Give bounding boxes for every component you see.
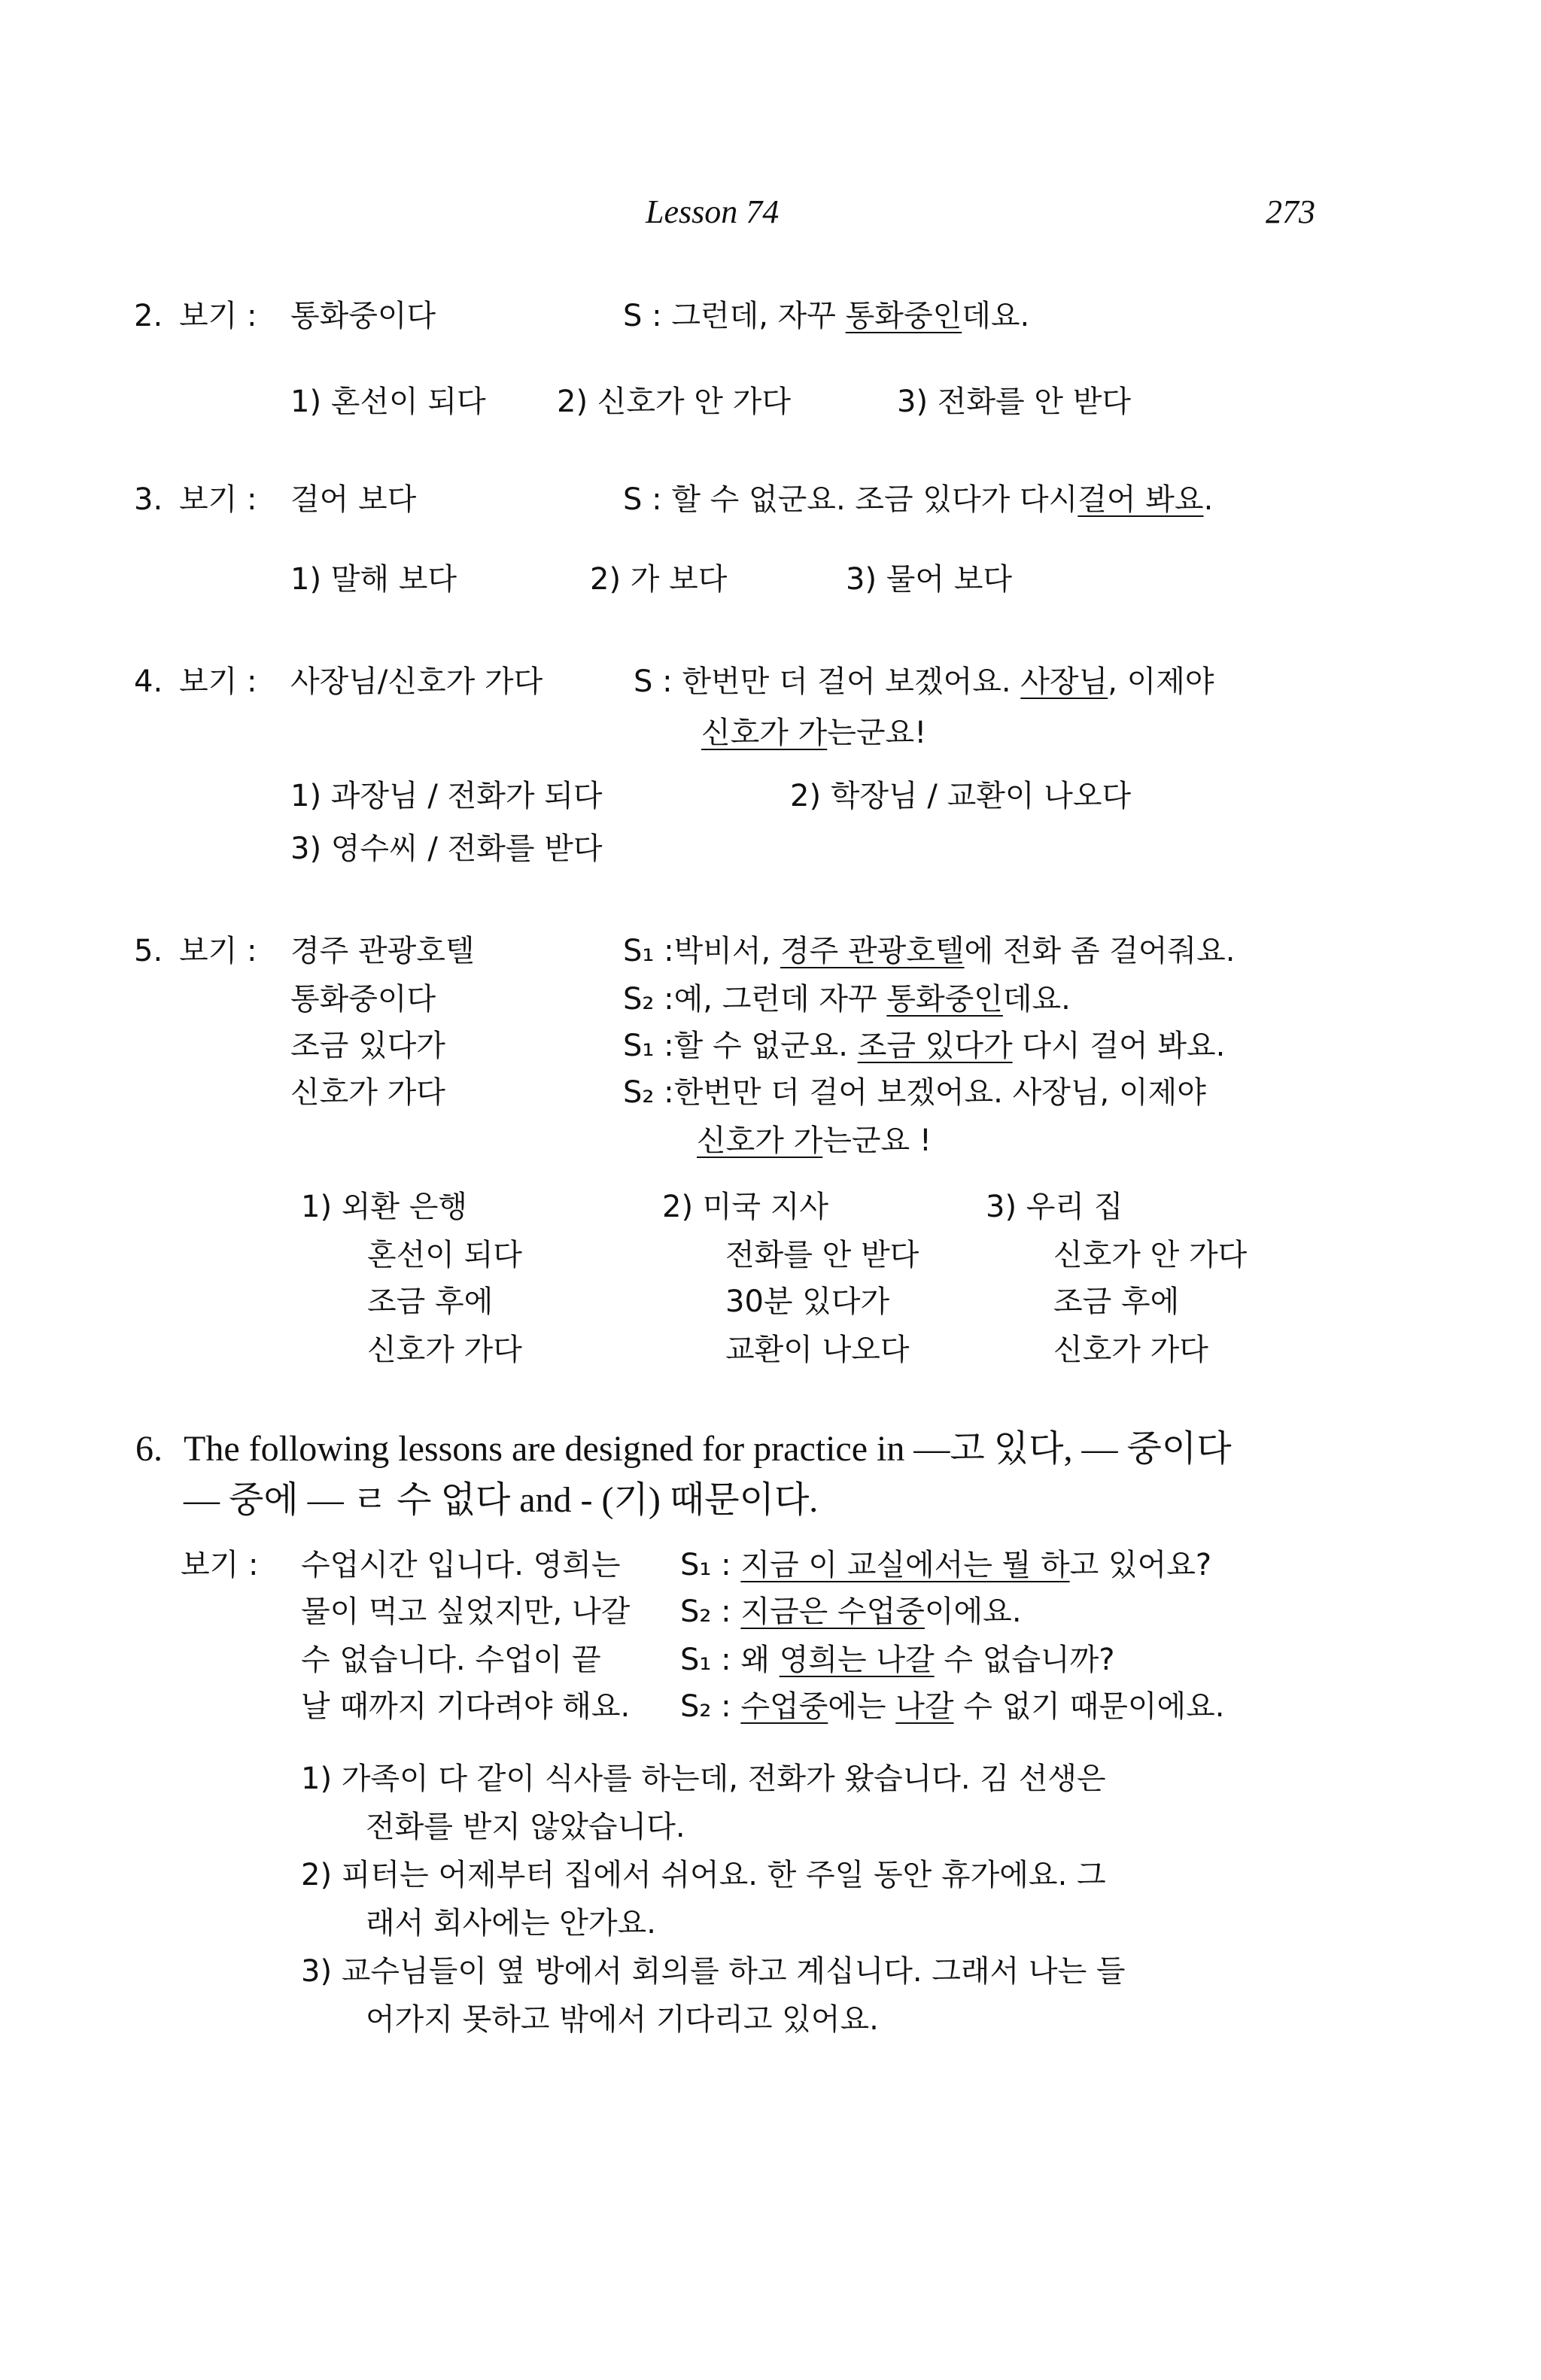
ex3-item-2: 2) 가 보다 [590,562,728,597]
ex5-col1-line2: 혼선이 되다 [367,1238,522,1272]
ex6-dialog-2: S₂ : 지금은 수업중이에요. [680,1594,1022,1629]
ex5-s2-line-b: S₂ :한번만 더 걸어 보겠어요. 사장님, 이제야 [623,1075,1206,1110]
ex5-s1-line-b: S₁ :할 수 없군요. 조금 있다가 다시 걸어 봐요. [623,1029,1226,1063]
ex5-prompt-1: 경주 관광호텔 [290,934,475,968]
ex6-intro-line1: The following lessons are designed for practice in —고 있다, — 중이다 [184,1429,1232,1469]
ex5-col3-line2: 신호가 안 가다 [1053,1238,1248,1272]
ex5-s1-line-a: S₁ :박비서, 경주 관광호텔에 전화 좀 걸어줘요. [623,934,1236,968]
ex5-s2-line-b2: 신호가 가는군요 ! [697,1123,932,1158]
ex6-item-1-line2: 전화를 받지 않았습니다. [366,1810,685,1844]
ex5-col1-line4: 신호가 가다 [367,1333,522,1367]
ex5-prompt-4: 신호가 가다 [290,1075,445,1110]
ex4-item-2: 2) 학장님 / 교환이 나오다 [790,779,1132,813]
lesson-title: Lesson 74 [646,193,780,230]
ex5-col1-title: 1) 외환 은행 [301,1190,468,1224]
ex3-prompt: 걸어 보다 [290,482,417,517]
ex5-col1-line3: 조금 후에 [367,1284,494,1319]
ex6-item-3-line1: 3) 교수님들이 옆 방에서 회의를 하고 계십니다. 그래서 나는 들 [301,1954,1126,1989]
ex6-intro-line2: — 중에 — ㄹ 수 없다 and - (기) 때문이다. [184,1480,819,1520]
ex3-number: 3. [134,482,163,517]
ex5-prompt-2: 통화중이다 [290,982,436,1017]
ex6-prompt-2: 물이 먹고 싶었지만, 나갈 [301,1594,631,1629]
ex6-item-2-line2: 래서 회사에는 안가요. [366,1906,656,1941]
ex5-prompt-3: 조금 있다가 [290,1029,445,1063]
ex5-col3-line4: 신호가 가다 [1053,1333,1208,1367]
ex5-col2-line2: 전화를 안 받다 [725,1238,919,1272]
ex3-label: 보기 : [179,482,257,517]
ex2-label: 보기 : [179,299,257,333]
ex6-dialog-1: S₁ : 지금 이 교실에서는 뭘 하고 있어요? [680,1548,1212,1582]
ex6-dialog-3: S₁ : 왜 영희는 나갈 수 없습니까? [680,1643,1115,1677]
ex3-item-1: 1) 말해 보다 [290,562,457,597]
ex2-sentence: S : 그런데, 자꾸 통화중인데요. [623,299,1030,333]
ex5-col2-title: 2) 미국 지사 [662,1190,829,1224]
ex2-item-1: 1) 혼선이 되다 [290,385,486,419]
ex6-prompt-4: 날 때까지 기다려야 해요. [301,1689,631,1724]
ex4-prompt: 사장님/신호가 가다 [290,664,543,699]
ex6-prompt-1: 수업시간 입니다. 영희는 [301,1548,621,1582]
ex4-item-3: 3) 영수씨 / 전화를 받다 [290,831,603,866]
ex6-prompt-3: 수 없습니다. 수업이 끝 [301,1643,601,1677]
ex6-item-3-line2: 어가지 못하고 밖에서 기다리고 있어요. [366,2002,879,2037]
ex4-number: 4. [134,664,163,699]
ex4-sentence-line1: S : 한번만 더 걸어 보겠어요. 사장님, 이제야 [634,664,1214,699]
ex3-sentence: S : 할 수 없군요. 조금 있다가 다시걸어 봐요. [623,482,1214,517]
page-number: 273 [1266,193,1315,230]
ex2-item-2: 2) 신호가 안 가다 [557,385,792,419]
ex5-label: 보기 : [179,934,257,968]
ex4-sentence-line2: 신호가 가는군요! [701,716,927,750]
ex6-label: 보기 : [181,1548,259,1582]
ex2-number: 2. [134,299,163,333]
ex5-number: 5. [134,934,163,968]
ex4-item-1: 1) 과장님 / 전화가 되다 [290,779,603,813]
ex5-s2-line-a: S₂ :예, 그런데 자꾸 통화중인데요. [623,982,1071,1017]
ex3-item-3: 3) 물어 보다 [846,562,1013,597]
ex5-col2-line4: 교환이 나오다 [725,1333,910,1367]
ex6-item-2-line1: 2) 피터는 어제부터 집에서 쉬어요. 한 주일 동안 휴가에요. 그 [301,1858,1106,1892]
ex5-col3-title: 3) 우리 집 [986,1190,1123,1224]
ex6-dialog-4: S₂ : 수업중에는 나갈 수 없기 때문이에요. [680,1689,1225,1724]
ex6-number: 6. [135,1429,163,1469]
ex2-item-3: 3) 전화를 안 받다 [897,385,1132,419]
ex4-label: 보기 : [179,664,257,699]
ex5-col2-line3: 30분 있다가 [725,1284,890,1319]
ex2-prompt: 통화중이다 [290,299,436,333]
ex6-item-1-line1: 1) 가족이 다 같이 식사를 하는데, 전화가 왔습니다. 김 선생은 [301,1761,1106,1796]
ex5-col3-line3: 조금 후에 [1053,1284,1180,1319]
